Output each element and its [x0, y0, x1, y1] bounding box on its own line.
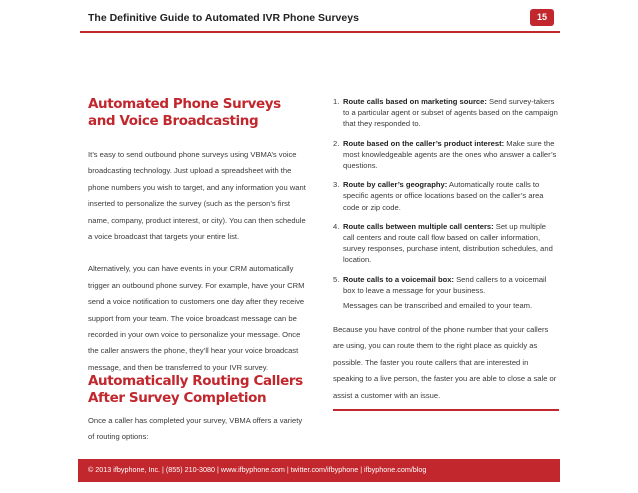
- list-item-number: 5.: [333, 274, 340, 284]
- list-item-number: 1.: [333, 97, 340, 106]
- list-item-lead: Route by caller’s geography:: [343, 180, 448, 190]
- routing-options-list: [333, 96, 559, 314]
- left-column: [88, 96, 310, 376]
- list-item-lead: Route based on the caller’s product interest:: [343, 138, 505, 148]
- list-item-number: 4.: [333, 221, 340, 231]
- document-header-title: The Definitive Guide to Automated IVR Phone Surveys: [88, 12, 359, 24]
- list-item: [333, 179, 559, 213]
- list-item: [333, 138, 559, 172]
- list-item-text: Set up multiple call centers and route call flow based on caller information, survey responses, purchase intent, distribution schedules, and location.: [343, 221, 553, 265]
- right-column: [333, 96, 559, 411]
- list-item-lead: Route calls to a voicemail box:: [343, 274, 454, 284]
- footer-text: © 2013 ifbyphone, Inc. | (855) 210-3080 | www.ifbyphone.com | twitter.com/ifbyphone | ifbyphone.com/blog: [88, 465, 427, 474]
- section-heading-routing: Automatically Routing Callers After Survey Completion: [88, 373, 303, 406]
- paragraph-routing-intro: Once a caller has completed your survey, VBMA offers a variety of routing options:: [88, 416, 303, 442]
- section-heading-voice-broadcasting: Automated Phone Surveys and Voice Broadcasting: [88, 96, 281, 129]
- column-divider: [333, 409, 559, 411]
- list-item-number: 2.: [333, 138, 340, 148]
- page-number-badge: 15: [530, 9, 554, 26]
- list-item: [333, 274, 559, 314]
- list-item: [333, 221, 559, 266]
- list-item-text: Automatically route calls to specific agents or office locations based on the caller’s area code or zip code.: [343, 180, 544, 212]
- list-item-number: 3.: [333, 180, 340, 190]
- list-item-extra: Messages can be transcribed and emailed to your team.: [343, 301, 533, 311]
- paragraph-crm-trigger: Alternatively, you can have events in your CRM automatically trigger an outbound phone survey. For example, have your CRM send a voice notification to customers one day after they receive support from your team. The voice broadcast message can be recorded in your own voice to personalize your message. Once the caller answers the phone, they’ll hear your voice broadcast message, and then be transferred to your IVR survey.: [88, 264, 305, 372]
- header-divider: [80, 31, 560, 33]
- list-item-lead: Route calls between multiple call centers:: [343, 221, 494, 231]
- list-item-text: Send survey-takers to a particular agent or subset of agents based on the campaign that they responded to.: [343, 97, 558, 129]
- list-item-text: Send callers to a voicemail box to leave a message for your business.: [343, 274, 547, 295]
- list-item-lead: Route calls based on marketing source:: [343, 97, 487, 106]
- paragraph-voice-broadcasting: It’s easy to send outbound phone surveys using VBMA’s voice broadcasting technology. Just upload a spreadsheet with the phone numbers you wish to target, and any information you want inserted to personalize the survey (such as the person’s first name, company, product interest, or city). You can then schedule a voice broadcast that targets your entire list.: [88, 150, 306, 242]
- paragraph-routing-benefit: Because you have control of the phone number that your callers are using, you can route them to the right place as quickly as possible. The faster you route callers that are interested in speaking to a live person, the faster you are able to close a sale or assist a customer with an issue.: [333, 325, 557, 400]
- list-item-text: Make sure the most knowledgeable agents are the ones who answer a caller’s questions.: [343, 138, 557, 171]
- list-item: [333, 96, 559, 130]
- footer-bar: [78, 459, 560, 482]
